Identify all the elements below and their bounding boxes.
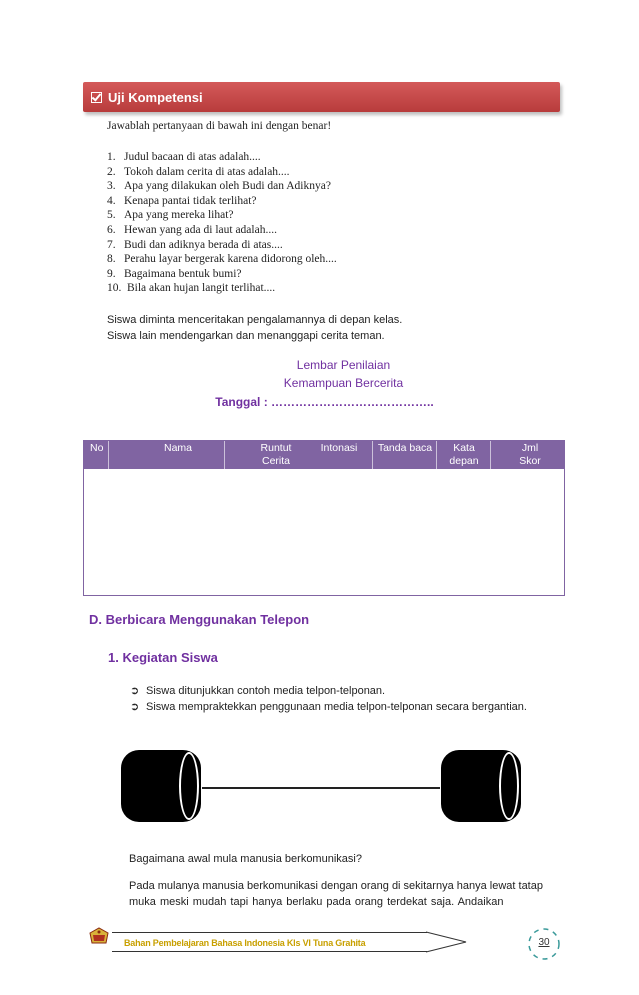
bullet-icon: ➲ xyxy=(130,685,140,697)
list-item: ➲ Siswa mempraktekkan penggunaan media telpon-telponan secara bergantian. xyxy=(130,701,527,713)
list-item: 8. Perahu layar bergerak karena didorong oleh.... xyxy=(107,253,337,266)
can-rim xyxy=(499,752,519,820)
uji-kompetensi-banner xyxy=(83,82,560,112)
tin-can-right xyxy=(441,750,521,822)
banner-title: Uji Kompetensi xyxy=(108,89,203,105)
table-header xyxy=(84,441,564,469)
phone-string xyxy=(202,787,440,789)
tin-can-left xyxy=(121,750,201,822)
list-item: 5. Apa yang mereka lihat? xyxy=(107,209,234,222)
instruction-text: Jawablah pertanyaan di bawah ini dengan benar! xyxy=(107,120,332,132)
section-d-heading: D. Berbicara Menggunakan Telepon xyxy=(89,612,310,627)
header-nama: Nama xyxy=(163,442,192,454)
assessment-table xyxy=(83,440,565,596)
list-item: 10. Bila akan hujan langit terlihat.... xyxy=(107,282,276,295)
logo-icon xyxy=(88,925,110,947)
header-kata-depan: Kata depan xyxy=(449,442,479,467)
column-divider xyxy=(224,441,225,469)
column-divider xyxy=(490,441,491,469)
footer-text: Bahan Pembelajaran Bahasa Indonesia Kls VI Tuna Grahita xyxy=(112,932,427,952)
page-number: 30 xyxy=(538,937,550,948)
assessment-date: Tanggal : ………………………………….. xyxy=(215,395,434,409)
list-item: 1. Judul bacaan di atas adalah.... xyxy=(107,151,261,163)
activity-list xyxy=(130,683,527,715)
question-list xyxy=(107,150,337,296)
list-item: 7. Budi dan adiknya berada di atas.... xyxy=(107,238,283,251)
header-jml-skor: Jml Skor xyxy=(519,442,541,467)
paragraph-line-1: Pada mulanya manusia berkomunikasi dengan orang di sekitarnya hanya lewat tatap xyxy=(129,880,543,892)
header-intonasi: Intonasi xyxy=(320,442,358,454)
list-item: 4. Kenapa pantai tidak terlihat? xyxy=(107,194,257,207)
bullet-icon: ➲ xyxy=(130,701,140,713)
header-no: No xyxy=(90,442,104,454)
paragraph xyxy=(129,878,564,910)
checkbox-icon xyxy=(91,92,102,103)
task-text xyxy=(107,312,402,344)
can-rim xyxy=(179,752,199,820)
column-divider xyxy=(108,441,109,469)
assessment-title-1: Lembar Penilaian xyxy=(296,358,391,372)
footer-arrow-icon xyxy=(420,921,470,963)
list-item: ➲ Siswa ditunjukkan contoh media telpon-telponan. xyxy=(130,685,386,697)
header-tanda-baca: Tanda baca xyxy=(377,442,433,454)
task-line-2: Siswa lain mendengarkan dan menanggapi cerita teman. xyxy=(107,330,385,342)
task-line-1: Siswa diminta menceritakan pengalamannya di depan kelas. xyxy=(107,314,403,326)
list-item: 6. Hewan yang ada di laut adalah.... xyxy=(107,223,277,236)
question-text: Bagaimana awal mula manusia berkomunikasi? xyxy=(129,853,362,865)
assessment-title-2: Kemampuan Bercerita xyxy=(283,376,404,390)
column-divider xyxy=(436,441,437,469)
list-item: 9. Bagaimana bentuk bumi? xyxy=(107,267,242,280)
header-runtut: Runtut Cerita xyxy=(260,442,292,467)
column-divider xyxy=(372,441,373,469)
list-item: 3. Apa yang dilakukan oleh Budi dan Adiknya? xyxy=(107,180,331,193)
section-1-heading: 1. Kegiatan Siswa xyxy=(108,650,218,665)
page-number-badge xyxy=(522,926,566,962)
paragraph-line-2: muka meski mudah tapi hanya berlaku pada orang terdekat saja. Andaikan xyxy=(129,896,504,908)
list-item: 2. Tokoh dalam cerita di atas adalah.... xyxy=(107,165,290,178)
